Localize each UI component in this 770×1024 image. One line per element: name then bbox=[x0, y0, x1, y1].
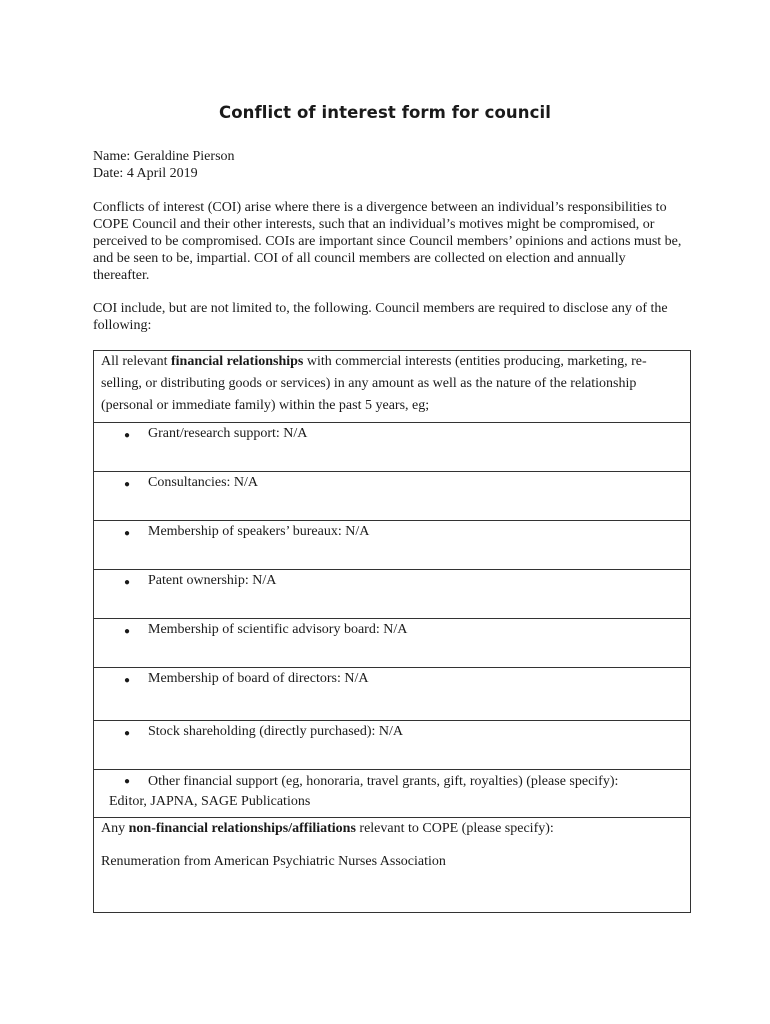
form-meta bbox=[93, 148, 235, 182]
financial-item-text: Membership of scientific advisory board: N/A bbox=[148, 622, 408, 637]
bullet-icon: ● bbox=[124, 776, 131, 787]
financial-item-text: Grant/research support: N/A bbox=[148, 426, 308, 441]
financial-intro-emphasis: financial relationships bbox=[170, 354, 304, 369]
financial-item-text: Stock shareholding (directly purchased): N/A bbox=[148, 724, 404, 739]
financial-item-row bbox=[94, 569, 690, 618]
financial-other-value: Editor, JAPNA, SAGE Publications bbox=[109, 794, 311, 809]
non-financial-emphasis: non-financial relationships/affiliations bbox=[128, 821, 356, 836]
bullet-icon: ● bbox=[124, 430, 131, 441]
bullet-icon: ● bbox=[124, 675, 131, 686]
financial-item-text: Membership of board of directors: N/A bbox=[148, 671, 369, 686]
coi-table bbox=[93, 350, 691, 913]
bullet-icon: ● bbox=[124, 626, 131, 637]
bullet-icon: ● bbox=[124, 528, 131, 539]
document-title: Conflict of interest form for council bbox=[219, 103, 551, 122]
include-paragraph: COI include, but are not limited to, the following. Council members are required to disclose any of the following: bbox=[93, 301, 668, 333]
financial-item-row bbox=[94, 667, 690, 720]
financial-item-text: Membership of speakers’ bureaux: N/A bbox=[148, 524, 370, 539]
financial-item-text: Patent ownership: N/A bbox=[148, 573, 277, 588]
intro-paragraph: Conflicts of interest (COI) arise where there is a divergence between an individual’s responsibilities to COPE Council and their other interests, such that an individual’s motives might be compromised, or perceived to be compromised. COIs are important since Council members’ opinions and actions must be, and be seen to be, impartial. COI of all council members are collected on election and annually thereafter. bbox=[93, 200, 682, 283]
non-financial-lead: Any bbox=[101, 821, 129, 836]
date-line: Date: 4 April 2019 bbox=[93, 166, 198, 181]
financial-item-row bbox=[94, 520, 690, 569]
financial-item-row bbox=[94, 720, 690, 769]
financial-item-row bbox=[94, 618, 690, 667]
financial-other-row bbox=[94, 769, 690, 817]
financial-intro-rest: with commercial interests (entities producing, marketing, re-selling, or distributing goods or services) in any amount as well as the nature of the relationship (personal or immediate family) within the past 5 years, eg; bbox=[101, 354, 647, 413]
financial-item-row bbox=[94, 471, 690, 520]
financial-other-label: Other financial support (eg, honoraria, travel grants, gift, royalties) (please specify): bbox=[148, 774, 619, 789]
bullet-icon: ● bbox=[124, 479, 131, 490]
bullet-icon: ● bbox=[124, 728, 131, 739]
non-financial-value: Renumeration from American Psychiatric Nurses Association bbox=[101, 854, 446, 869]
financial-intro-lead: All relevant bbox=[101, 354, 171, 369]
name-line: Name: Geraldine Pierson bbox=[93, 149, 235, 164]
non-financial-rest: relevant to COPE (please specify): bbox=[355, 821, 554, 836]
non-financial-row bbox=[94, 817, 690, 912]
financial-item-row bbox=[94, 422, 690, 471]
financial-item-text: Consultancies: N/A bbox=[148, 475, 259, 490]
financial-intro-row bbox=[94, 351, 690, 422]
bullet-icon: ● bbox=[124, 577, 131, 588]
